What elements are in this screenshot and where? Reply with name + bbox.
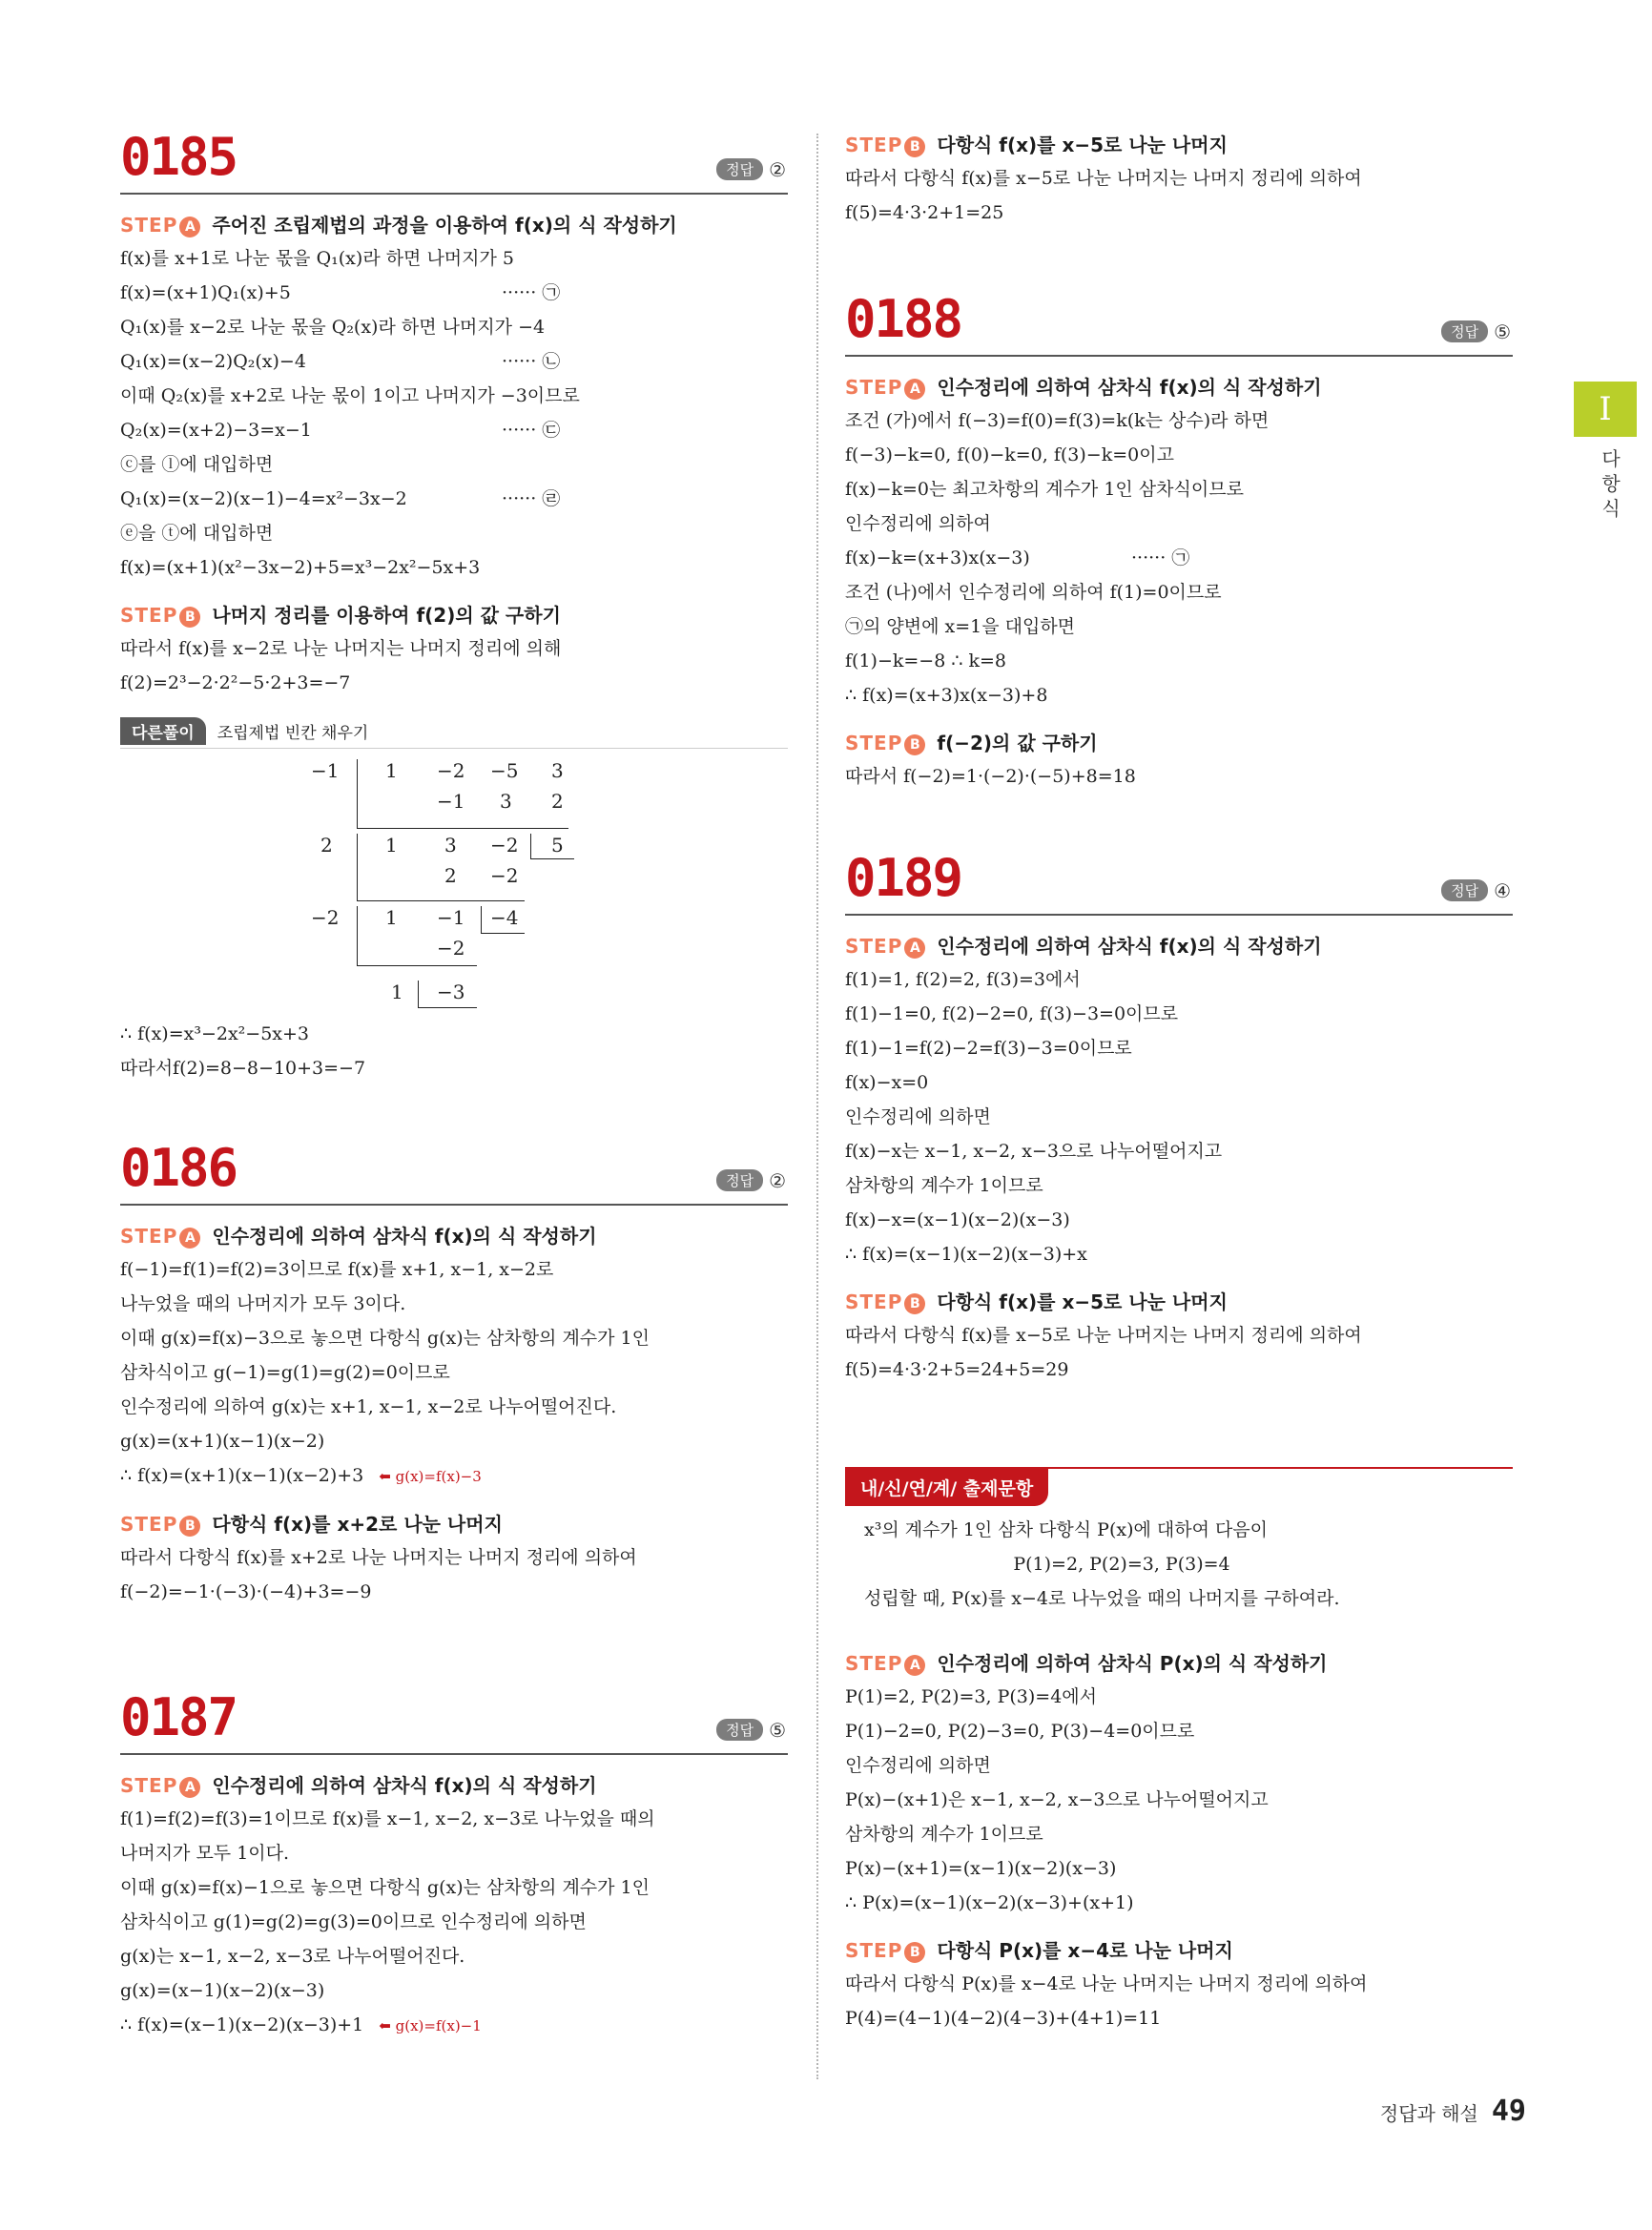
step-badge: B xyxy=(904,1293,925,1314)
problem-0186 xyxy=(120,1135,788,1609)
chapter-char: 식 xyxy=(1601,497,1621,520)
line xyxy=(120,482,788,516)
line: ∴ f(x)=x³−2x²−5x+3 xyxy=(120,1023,310,1044)
line: 따라서f(2)=8−8−10+3=−7 xyxy=(120,1058,366,1079)
problem-number: 0186 xyxy=(120,1138,237,1198)
quotient: 1 xyxy=(391,981,403,1003)
divider-v xyxy=(357,759,358,828)
answer-value: ② xyxy=(769,1169,786,1192)
equation: f(x)=(x+1)Q₁(x)+5 xyxy=(120,282,291,303)
answer-value: ④ xyxy=(1494,879,1511,902)
ref-mark: ······ ㉡ xyxy=(502,351,561,372)
problem-0189 xyxy=(845,845,1513,1387)
answer-label: 정답 xyxy=(716,158,763,180)
line: 인수정리에 의하여 xyxy=(845,513,991,534)
exam-question xyxy=(864,1513,1513,1616)
step-label: STEP xyxy=(120,604,178,627)
line: P(1)−2=0, P(2)−3=0, P(3)−4=0이므로 xyxy=(845,1721,1195,1742)
line: 따라서 f(−2)=1·(−2)·(−5)+8=18 xyxy=(845,766,1136,787)
question-condition: P(1)=2, P(2)=3, P(3)=4 xyxy=(1013,1554,1230,1575)
step-b xyxy=(120,600,788,628)
column-separator xyxy=(816,134,818,2079)
line: f(−3)−k=0, f(0)−k=0, f(3)−k=0이고 xyxy=(845,444,1174,465)
side-note: ⬅ g(x)=f(x)−3 xyxy=(379,1468,482,1485)
step-badge: B xyxy=(904,136,925,157)
alt-title: 조립제법 빈칸 채우기 xyxy=(217,724,369,743)
line xyxy=(120,2008,788,2043)
remainder-box-v xyxy=(481,906,482,933)
problem-number: 0185 xyxy=(120,127,237,187)
line: P(x)−(x+1)은 x−1, x−2, x−3으로 나누어떨어지고 xyxy=(845,1789,1269,1810)
step-badge: A xyxy=(179,1777,200,1798)
step-badge: B xyxy=(179,1516,200,1537)
answer xyxy=(716,1719,786,1742)
step-title: 인수정리에 의하여 삼차식 f(x)의 식 작성하기 xyxy=(937,935,1322,958)
alt-rule xyxy=(120,748,788,749)
line: 따라서 다항식 P(x)를 x−4로 나눈 나머지는 나머지 정리에 의하여 xyxy=(845,1973,1368,1994)
problem-number: 0187 xyxy=(120,1687,237,1747)
answer-label: 정답 xyxy=(1441,320,1488,342)
line: f(1)=f(2)=f(3)=1이므로 f(x)를 x−1, x−2, x−3로 나누었을 때의 xyxy=(120,1808,655,1829)
step-title: 다항식 f(x)를 x+2로 나눈 나머지 xyxy=(212,1513,503,1536)
step-title: 인수정리에 의하여 삼차식 f(x)의 식 작성하기 xyxy=(937,376,1322,399)
divisor: 2 xyxy=(320,834,333,857)
problem-number: 0189 xyxy=(845,848,962,908)
line: 이때 Q₂(x)를 x+2로 나눈 몫이 1이고 나머지가 −3이므로 xyxy=(120,385,580,406)
product: −2 xyxy=(437,937,465,960)
line: ∴ f(x)=(x−1)(x−2)(x−3)+x xyxy=(845,1244,1087,1265)
equation: ∴ f(x)=(x−1)(x−2)(x−3)+1 xyxy=(120,2014,364,2035)
line: f(x)=(x+1)(x²−3x−2)+5=x³−2x²−5x+3 xyxy=(120,557,481,578)
divider-h xyxy=(357,828,568,829)
line: f(x)−x=0 xyxy=(845,1072,929,1093)
line: 인수정리에 의하면 xyxy=(845,1755,991,1776)
line: f(5)=4·3·2+5=24+5=29 xyxy=(845,1359,1069,1380)
remainder-box-h xyxy=(481,933,525,934)
chapter-char: 항 xyxy=(1601,472,1621,495)
step-label: STEP xyxy=(845,732,903,754)
line: 삼차항의 계수가 1이므로 xyxy=(845,1175,1043,1196)
answer-value: ② xyxy=(769,158,786,181)
problem-0188 xyxy=(845,286,1513,794)
divider-h xyxy=(357,900,525,901)
equation: Q₁(x)=(x−2)(x−1)−4=x²−3x−2 xyxy=(120,488,407,509)
coef: 1 xyxy=(385,834,398,857)
step-badge: A xyxy=(904,1655,925,1676)
coef: 3 xyxy=(444,834,457,857)
page-number: 49 xyxy=(1491,2095,1526,2128)
step-a xyxy=(845,372,1513,400)
footer-title: 정답과 해설 xyxy=(1379,2102,1478,2125)
line xyxy=(120,1458,788,1494)
line: 삼차항의 계수가 1이므로 xyxy=(845,1824,1043,1845)
ref-mark: ······ ㉠ xyxy=(1131,547,1190,568)
step-badge: B xyxy=(179,607,200,628)
line xyxy=(120,276,788,310)
alt-badge: 다른풀이 xyxy=(120,717,206,745)
chapter-title xyxy=(1599,446,1623,521)
line: 삼차식이고 g(−1)=g(1)=g(2)=0이므로 xyxy=(120,1362,450,1383)
line: 조건 (가)에서 f(−3)=f(0)=f(3)=k(k는 상수)라 하면 xyxy=(845,410,1270,431)
exam-header xyxy=(845,1467,1513,1507)
line: f(x)−x=(x−1)(x−2)(x−3) xyxy=(845,1209,1070,1230)
line: f(x)−x는 x−1, x−2, x−3으로 나누어떨어지고 xyxy=(845,1141,1223,1162)
step-label: STEP xyxy=(120,1225,178,1248)
page-footer xyxy=(1345,2095,1526,2128)
line xyxy=(845,541,1513,575)
synthetic-division xyxy=(311,759,788,1017)
equation: ∴ f(x)=(x+1)(x−1)(x−2)+3 xyxy=(120,1465,364,1486)
answer xyxy=(1441,879,1511,902)
answer-label: 정답 xyxy=(716,1719,763,1741)
step-title: 다항식 P(x)를 x−4로 나눈 나머지 xyxy=(937,1939,1233,1962)
coef: 1 xyxy=(385,906,398,929)
question-line: x³의 계수가 1인 삼차 다항식 P(x)에 대하여 다음이 xyxy=(864,1519,1269,1540)
line: 삼차식이고 g(1)=g(2)=g(3)=0이므로 인수정리에 의하면 xyxy=(120,1911,587,1932)
product: 3 xyxy=(500,790,512,813)
divider-v xyxy=(357,834,358,900)
answer xyxy=(1441,320,1511,343)
line: 이때 g(x)=f(x)−1으로 놓으면 다항식 g(x)는 삼차항의 계수가 1인 xyxy=(120,1877,650,1898)
coef: −2 xyxy=(490,834,519,857)
remainder: 5 xyxy=(551,834,564,857)
remainder-box-v xyxy=(530,834,531,858)
coef: −1 xyxy=(437,906,465,929)
answer-label: 정답 xyxy=(716,1169,763,1191)
step-label: STEP xyxy=(120,214,178,237)
coef: −2 xyxy=(437,759,465,782)
line: f(x)를 x+1로 나눈 몫을 Q₁(x)라 하면 나머지가 5 xyxy=(120,248,514,269)
side-note: ⬅ g(x)=f(x)−1 xyxy=(379,2017,482,2034)
problem-header xyxy=(120,1684,788,1755)
step-a xyxy=(845,931,1513,959)
step-label: STEP xyxy=(120,1774,178,1797)
line: P(x)−(x+1)=(x−1)(x−2)(x−3) xyxy=(845,1858,1117,1879)
line: ⓔ을 ⓣ에 대입하면 xyxy=(120,523,274,544)
line: f(−1)=f(1)=f(2)=3이므로 f(x)를 x+1, x−1, x−2로 xyxy=(120,1259,554,1280)
product: −2 xyxy=(490,864,519,887)
line: Q₁(x)를 x−2로 나눈 몫을 Q₂(x)라 하면 나머지가 −4 xyxy=(120,317,546,338)
remainder: −3 xyxy=(437,981,465,1003)
remainder-box-h xyxy=(418,1007,477,1008)
problem-0187-continued xyxy=(845,130,1513,230)
exam-tag: 내/신/연/계/ 출제문항 xyxy=(845,1469,1048,1506)
step-title: 다항식 f(x)를 x−5로 나눈 나머지 xyxy=(937,134,1228,156)
step-badge: A xyxy=(179,217,200,237)
step-label: STEP xyxy=(120,1513,178,1536)
problem-header xyxy=(845,845,1513,916)
divisor: −2 xyxy=(311,906,340,929)
line: 인수정리에 의하면 xyxy=(845,1106,991,1127)
line: f(−2)=−1·(−3)·(−4)+3=−9 xyxy=(120,1581,372,1602)
remainder-box-v xyxy=(418,981,419,1007)
step-badge: B xyxy=(904,734,925,755)
step-label: STEP xyxy=(845,1291,903,1313)
line: ⓒ를 ⓛ에 대입하면 xyxy=(120,454,274,475)
line: ∴ f(x)=(x+3)x(x−3)+8 xyxy=(845,685,1048,706)
line: ㉠의 양변에 x=1을 대입하면 xyxy=(845,616,1076,637)
question-line: 성립할 때, P(x)를 x−4로 나누었을 때의 나머지를 구하여라. xyxy=(864,1588,1340,1609)
line: f(2)=2³−2·2²−5·2+3=−7 xyxy=(120,672,351,693)
line: 조건 (나)에서 인수정리에 의하여 f(1)=0이므로 xyxy=(845,582,1222,603)
related-exam-problem xyxy=(845,1467,1513,2035)
step-badge: A xyxy=(904,379,925,400)
line: f(1)=1, f(2)=2, f(3)=3에서 xyxy=(845,969,1081,990)
problem-header xyxy=(845,286,1513,357)
remainder-box-h xyxy=(530,858,574,859)
step-title: 주어진 조립제법의 과정을 이용하여 f(x)의 식 작성하기 xyxy=(212,214,677,237)
problem-0187 xyxy=(120,1684,788,2043)
line: P(4)=(4−1)(4−2)(4−3)+(4+1)=11 xyxy=(845,2008,1162,2029)
product: 2 xyxy=(444,864,457,887)
equation: Q₁(x)=(x−2)Q₂(x)−4 xyxy=(120,351,306,372)
divisor: −1 xyxy=(311,759,340,782)
step-a xyxy=(120,210,788,237)
equation: f(x)−k=(x+3)x(x−3) xyxy=(845,547,1030,568)
step-title: 인수정리에 의하여 삼차식 P(x)의 식 작성하기 xyxy=(937,1652,1328,1675)
line: 따라서 f(x)를 x−2로 나눈 나머지는 나머지 정리에 의해 xyxy=(120,638,562,659)
line: 따라서 다항식 f(x)를 x−5로 나눈 나머지는 나머지 정리에 의하여 xyxy=(845,168,1362,189)
line: g(x)는 x−1, x−2, x−3로 나누어떨어진다. xyxy=(120,1946,465,1967)
step-label: STEP xyxy=(845,1652,903,1675)
step-title: 인수정리에 의하여 삼차식 f(x)의 식 작성하기 xyxy=(212,1225,597,1248)
line: f(1)−k=−8 ∴ k=8 xyxy=(845,650,1006,671)
line xyxy=(120,344,788,379)
line: 나누었을 때의 나머지가 모두 3이다. xyxy=(120,1293,406,1314)
problem-header xyxy=(120,1135,788,1206)
step-b xyxy=(120,1509,788,1537)
line: g(x)=(x+1)(x−1)(x−2) xyxy=(120,1431,325,1452)
line: 따라서 다항식 f(x)를 x+2로 나눈 나머지는 나머지 정리에 의하여 xyxy=(120,1547,637,1568)
equation: Q₂(x)=(x+2)−3=x−1 xyxy=(120,420,312,441)
line xyxy=(120,413,788,447)
line: P(1)=2, P(2)=3, P(3)=4에서 xyxy=(845,1686,1097,1707)
step-label: STEP xyxy=(845,1939,903,1962)
line: f(1)−1=0, f(2)−2=0, f(3)−3=0이므로 xyxy=(845,1003,1179,1024)
line: 이때 g(x)=f(x)−3으로 놓으면 다항식 g(x)는 삼차항의 계수가 1인 xyxy=(120,1328,650,1349)
line: f(5)=4·3·2+1=25 xyxy=(845,202,1004,223)
step-label: STEP xyxy=(845,134,903,156)
step-title: f(−2)의 값 구하기 xyxy=(937,732,1098,754)
line: f(1)−1=f(2)−2=f(3)−3=0이므로 xyxy=(845,1038,1132,1059)
divider-h xyxy=(357,965,477,966)
ref-mark: ······ ㉣ xyxy=(502,488,561,509)
step-badge: B xyxy=(904,1942,925,1963)
step-badge: A xyxy=(179,1228,200,1249)
line: 인수정리에 의하여 g(x)는 x+1, x−1, x−2로 나누어떨어진다. xyxy=(120,1396,617,1417)
product: −1 xyxy=(437,790,465,813)
step-label: STEP xyxy=(845,376,903,399)
line: g(x)=(x−1)(x−2)(x−3) xyxy=(120,1980,325,2001)
chapter-char: 다 xyxy=(1601,447,1621,470)
divider-v xyxy=(357,906,358,965)
step-b xyxy=(845,130,1513,157)
coef: 3 xyxy=(551,759,564,782)
line: 나머지가 모두 1이다. xyxy=(120,1843,290,1864)
step-a xyxy=(120,1221,788,1249)
answer xyxy=(716,1169,786,1192)
chapter-tab: Ⅰ xyxy=(1574,382,1637,437)
step-a xyxy=(120,1770,788,1798)
line: f(x)−k=0는 최고차항의 계수가 1인 삼차식이므로 xyxy=(845,479,1244,500)
step-label: STEP xyxy=(845,935,903,958)
step-a xyxy=(845,1648,1513,1676)
remainder: −4 xyxy=(490,906,519,929)
product: 2 xyxy=(551,790,564,813)
answer xyxy=(716,158,786,181)
problem-header xyxy=(120,124,788,195)
step-title: 인수정리에 의하여 삼차식 f(x)의 식 작성하기 xyxy=(212,1774,597,1797)
problem-number: 0188 xyxy=(845,289,962,349)
step-badge: A xyxy=(904,938,925,959)
problem-0185 xyxy=(120,124,788,1085)
step-title: 나머지 정리를 이용하여 f(2)의 값 구하기 xyxy=(212,604,561,627)
step-b xyxy=(845,1935,1513,1963)
line: ∴ P(x)=(x−1)(x−2)(x−3)+(x+1) xyxy=(845,1892,1134,1913)
answer-label: 정답 xyxy=(1441,879,1488,901)
coef: −5 xyxy=(490,759,519,782)
line: 따라서 다항식 f(x)를 x−5로 나눈 나머지는 나머지 정리에 의하여 xyxy=(845,1325,1362,1346)
step-b xyxy=(845,1287,1513,1314)
answer-value: ⑤ xyxy=(769,1719,786,1742)
ref-mark: ······ ㉢ xyxy=(502,420,561,441)
coef: 1 xyxy=(385,759,398,782)
step-b xyxy=(845,728,1513,755)
alternative-solution xyxy=(120,717,788,746)
ref-mark: ······ ㉠ xyxy=(502,282,561,303)
step-title: 다항식 f(x)를 x−5로 나눈 나머지 xyxy=(937,1291,1228,1313)
answer-value: ⑤ xyxy=(1494,320,1511,343)
